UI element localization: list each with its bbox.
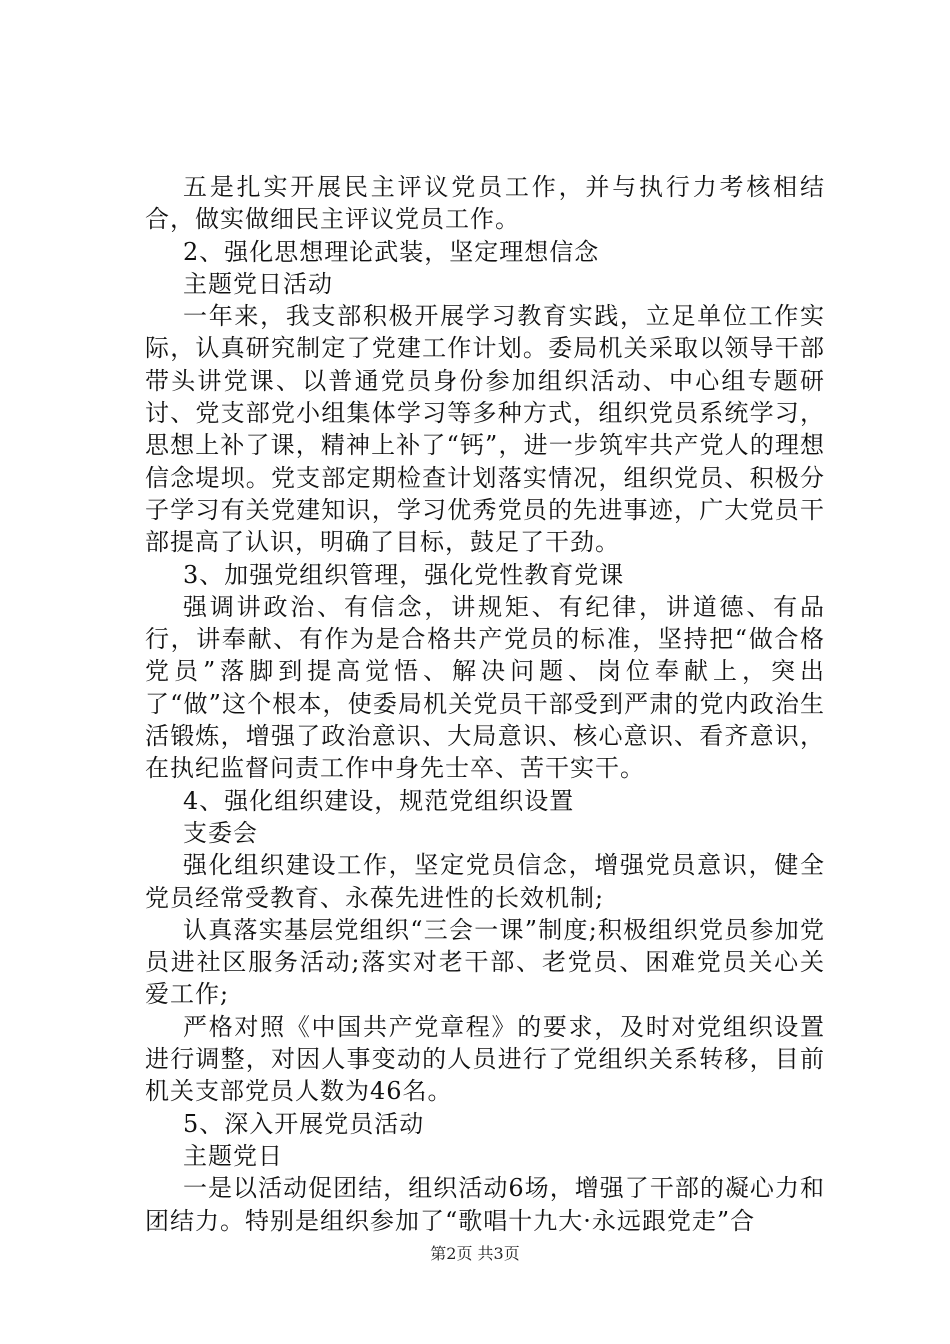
section-heading-2: 2、强化思想理论武装，坚定理想信念 — [183, 237, 600, 266]
subheading-theme-party-day-activity: 主题党日活动 — [183, 269, 333, 298]
subheading-branch-committee: 支委会 — [183, 818, 258, 847]
page-number-label: 第2页 共3页 — [430, 1244, 520, 1263]
section-heading-3: 3、加强党组织管理，强化党性教育党课 — [183, 560, 625, 589]
paragraph-three-meetings: 认真落实基层党组织“三会一课”制度;积极组织党员参加党员进社区服务活动;落实对老干部、老党员、困难党员关心关爱工作; — [145, 915, 825, 1009]
paragraph-party-constitution: 严格对照《中国共产党章程》的要求，及时对党组织设置进行调整，对因人事变动的人员进行了党组织关系转移，目前机关支部党员人数为46名。 — [145, 1012, 825, 1106]
document-body — [145, 171, 825, 1237]
paragraph-activities-unity: 一是以活动促团结，组织活动6场，增强了干部的凝心力和团结力。特别是组织参加了“歌唱十九大·永远跟党走”合 — [145, 1174, 825, 1235]
paragraph-qualified-member: 强调讲政治、有信念，讲规矩、有纪律，讲道德、有品行，讲奉献、有作为是合格共产党员的标准，坚持把“做合格党员”落脚到提高觉悟、解决问题、岗位奉献上，突出了“做”这个根本，使委局机关党员干部受到严肃的党内政治生活锻炼，增强了政治意识、大局意识、核心意识、看齐意识，在执纪监督问责工作中身先士卒、苦干实干。 — [145, 592, 825, 783]
section-heading-4: 4、强化组织建设，规范党组织设置 — [183, 786, 575, 815]
page-footer — [0, 1244, 950, 1264]
subheading-theme-party-day: 主题党日 — [183, 1141, 283, 1170]
paragraph-organization-building: 强化组织建设工作，坚定党员信念，增强党员意识，健全党员经常受教育、永葆先进性的长效机制; — [145, 851, 825, 912]
paragraph-evaluation: 五是扎实开展民主评议党员工作，并与执行力考核相结合，做实做细民主评议党员工作。 — [145, 173, 825, 234]
section-heading-5: 5、深入开展党员活动 — [183, 1109, 425, 1138]
paragraph-study-practice: 一年来，我支部积极开展学习教育实践，立足单位工作实际，认真研究制定了党建工作计划。委局机关采取以领导干部带头讲党课、以普通党员身份参加组织活动、中心组专题研讨、党支部党小组集体学习等多种方式，组织党员系统学习，思想上补了课，精神上补了“钙”，进一步筑牢共产党人的理想信念堤坝。党支部定期检查计划落实情况，组织党员、积极分子学习有关党建知识，学习优秀党员的先进事迹，广大党员干部提高了认识，明确了目标，鼓足了干劲。 — [145, 302, 825, 557]
